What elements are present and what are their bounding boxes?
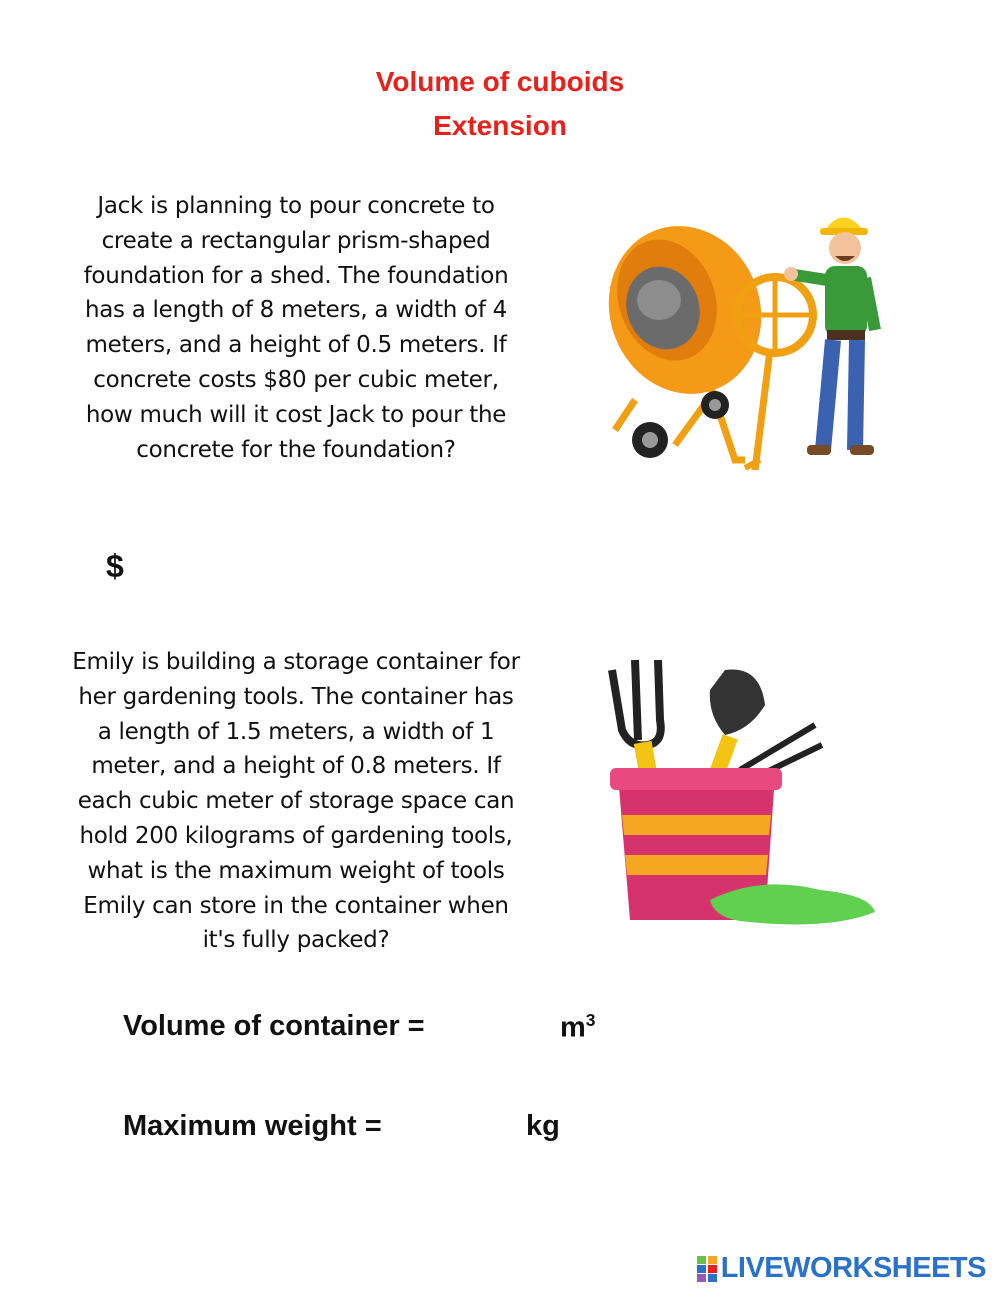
liveworksheets-logo-icon: [697, 1256, 717, 1282]
cement-mixer-icon: [595, 204, 813, 470]
volume-label: Volume of container =: [123, 1010, 425, 1042]
volume-input[interactable]: [462, 1010, 558, 1052]
garden-tools-pot-illustration: [600, 650, 890, 940]
worker-icon: [784, 218, 875, 456]
problem-1-text: Jack is planning to pour concrete to create a rectangular prism-shaped foundation for a shed. The foundation has a length of 8 meters, a width of 4 meters, and a height of 0.5 meters. If concrete costs $80 per cubic meter, how much will it cost Jack to pour the concrete for the foundation?: [83, 193, 509, 463]
problem-2-text: Emily is building a storage container for her gardening tools. The container has a length of 1.5 meters, a width of 1 meter, and a height of 0.8 meters. If each cubic meter of storage space can hold 200 kilograms of gardening tools, what is the maximum weight of tools Emily can store in the container when it's fully packed?: [72, 649, 520, 954]
cement-mixer-worker-illustration: [595, 200, 895, 480]
weight-label: Maximum weight =: [123, 1110, 382, 1142]
title-line-2: Extension: [433, 110, 567, 141]
liveworksheets-logo: [697, 1252, 986, 1285]
title-line-1: Volume of cuboids: [375, 66, 625, 97]
weight-unit: kg: [526, 1110, 560, 1142]
brand-name: LIVEWORKSHEETS: [720, 1252, 986, 1284]
gardening-gloves-icon: [710, 884, 875, 924]
answer-1-dollar-sign: $: [106, 548, 124, 584]
volume-unit: $m^3$: [560, 1010, 596, 1044]
answer-1-input[interactable]: [140, 548, 404, 590]
weight-input[interactable]: [420, 1110, 524, 1152]
